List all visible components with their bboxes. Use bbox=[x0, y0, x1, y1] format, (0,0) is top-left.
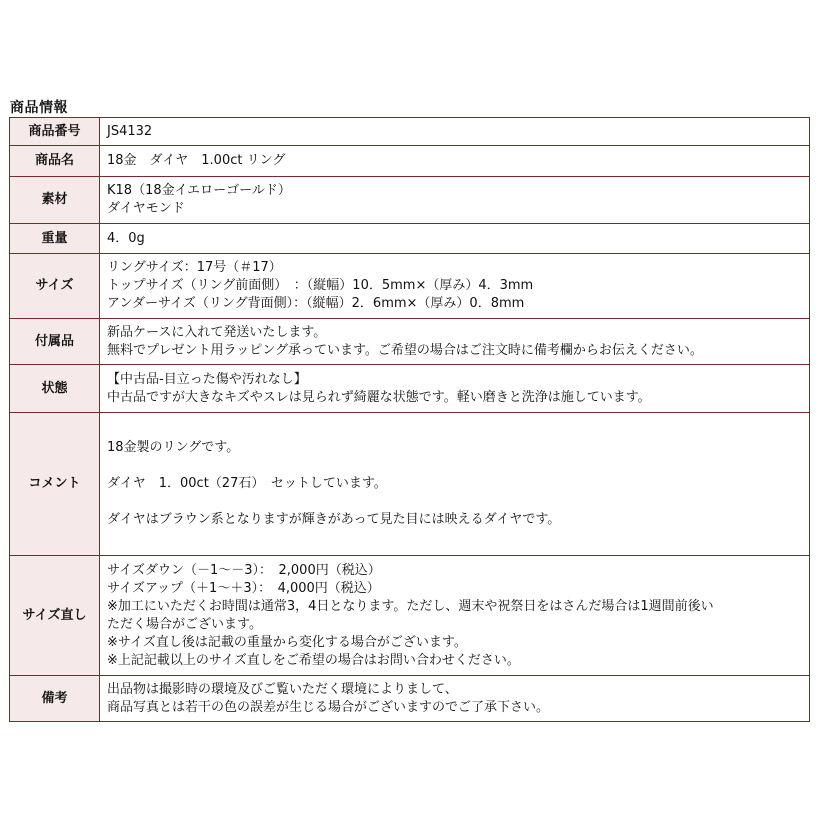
accessories-line: 無料でプレゼント用ラッピング承っています。ご希望の場合はご注文時に備考欄からお伝えください。 bbox=[107, 342, 703, 358]
size-line: アンダーサイズ（リング背面側）：（縦幅）2．6mm×（厚み）0．8mm bbox=[107, 296, 525, 311]
material-line: ダイヤモンド bbox=[107, 201, 185, 216]
row-value-condition bbox=[100, 365, 810, 413]
table-row-weight bbox=[10, 224, 810, 254]
table-row-resize bbox=[10, 556, 810, 676]
table-row-name bbox=[10, 146, 810, 177]
comment-line: ダイヤはブラウン系となりますが輝きがあって見た目には映えるダイヤです。 bbox=[107, 512, 561, 527]
row-label-resize: サイズ直し bbox=[10, 556, 100, 676]
row-label-material: 素材 bbox=[10, 177, 100, 224]
material-line: K18（18金イエローゴールド） bbox=[107, 183, 291, 198]
resize-line: ※加工にいただくお時間は通常3，4日となります。ただし、週末や祝祭日をはさんだ場合は1週間前後い bbox=[107, 598, 714, 614]
remarks-line: 商品写真とは若干の色の誤差が生じる場合がございますのでご了承下さい。 bbox=[107, 699, 550, 715]
row-value-number: JS4132 bbox=[100, 118, 810, 146]
comment-line: 18金製のリングです。 bbox=[107, 440, 240, 455]
size-line: トップサイズ（リング前面側） ：（縦幅）10．5mm×（厚み）4．3mm bbox=[107, 278, 534, 293]
table-row-number bbox=[10, 118, 810, 146]
row-label-size: サイズ bbox=[10, 254, 100, 319]
row-value-name: 18金 ダイヤ 1.00ct リング bbox=[100, 146, 810, 177]
comment-line: ダイヤ 1．00ct（27石） セットしています。 bbox=[107, 476, 387, 491]
condition-line: 【中古品-目立った傷や汚れなし】 bbox=[107, 371, 307, 387]
resize-line: ただく場合がございます。 bbox=[107, 616, 262, 632]
row-label-weight: 重量 bbox=[10, 224, 100, 254]
table-row-material bbox=[10, 177, 810, 224]
remarks-line: 出品物は撮影時の環境及びご覧いただく環境によりまして、 bbox=[107, 681, 458, 697]
section-title: 商品情報 bbox=[10, 100, 68, 116]
table-row-comment bbox=[10, 413, 810, 556]
resize-line: サイズアップ（＋1～＋3）： 4,000円（税込） bbox=[107, 580, 380, 596]
row-label-number: 商品番号 bbox=[10, 118, 100, 146]
resize-line: ※上記記載以上のサイズ直しをご希望の場合はお問い合わせください。 bbox=[107, 652, 520, 668]
resize-line: サイズダウン（－1～－3）： 2,000円（税込） bbox=[107, 562, 381, 578]
table-row-condition bbox=[10, 365, 810, 413]
accessories-line: 新品ケースに入れて発送いたします。 bbox=[107, 324, 327, 340]
table-row-size bbox=[10, 254, 810, 319]
table-row-remarks bbox=[10, 676, 810, 722]
condition-line: 中古品ですが大きなキズやスレは見られず綺麗な状態です。軽い磨きと洗浄は施しています。 bbox=[107, 389, 651, 405]
table-row-accessories bbox=[10, 319, 810, 365]
row-label-condition: 状態 bbox=[10, 365, 100, 413]
row-value-weight: 4．0g bbox=[100, 224, 810, 254]
row-value-resize bbox=[100, 556, 810, 676]
size-line: リングサイズ：17号（＃17） bbox=[107, 260, 282, 275]
row-label-remarks: 備考 bbox=[10, 676, 100, 722]
row-label-accessories: 付属品 bbox=[10, 319, 100, 365]
row-value-material bbox=[100, 177, 810, 224]
product-info-table bbox=[9, 117, 810, 722]
row-value-comment bbox=[100, 413, 810, 556]
row-value-size bbox=[100, 254, 810, 319]
resize-line: ※サイズ直し後は記載の重量から変化する場合がございます。 bbox=[107, 634, 467, 650]
row-value-remarks bbox=[100, 676, 810, 722]
row-label-comment: コメント bbox=[10, 413, 100, 556]
row-label-name: 商品名 bbox=[10, 146, 100, 177]
row-value-accessories bbox=[100, 319, 810, 365]
